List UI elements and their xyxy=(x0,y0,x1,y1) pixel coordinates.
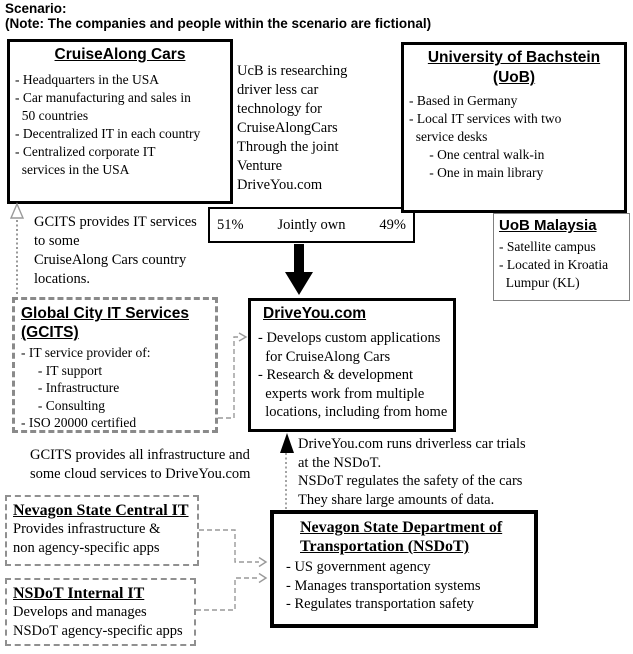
internal-it-details xyxy=(13,603,188,641)
gcits-cruisealong-note xyxy=(34,213,197,289)
text-line: some cloud services to DriveYou.com xyxy=(30,466,251,482)
text-line: Nevagon State Central IT xyxy=(13,502,189,519)
text-line: - Satellite campus xyxy=(499,239,596,254)
text-line: locations. xyxy=(34,271,90,287)
cruisealong-cars-details xyxy=(15,71,225,179)
text-line: driver less car xyxy=(237,82,319,98)
driveyou-details xyxy=(258,329,446,422)
nsdot-to-driveyou-arrow xyxy=(280,433,294,509)
text-line: DriveYou.com xyxy=(263,305,367,322)
text-line: DriveYou.com runs driverless car trials xyxy=(298,436,526,452)
text-line: - Consulting xyxy=(21,397,106,413)
jointly-own-label: Jointly own xyxy=(277,216,346,233)
nsdot-trials-note xyxy=(298,435,526,509)
text-line: - One central walk-in xyxy=(409,147,545,162)
text-line: - Located in Kroatia xyxy=(499,257,609,272)
text-line: GCITS provides all infrastructure and xyxy=(30,447,250,463)
internal-it-box xyxy=(5,578,196,646)
text-line: service desks xyxy=(409,129,488,144)
gcits-details xyxy=(21,344,209,432)
text-line: - Local IT services with two xyxy=(409,111,562,126)
text-line: Lumpur (KL) xyxy=(499,275,580,290)
text-line: - US government agency xyxy=(286,559,431,575)
text-line: - One in main library xyxy=(409,165,544,180)
page-title: Scenario: xyxy=(5,1,67,16)
text-line: UcB is researching xyxy=(237,63,348,79)
text-line: 50 countries xyxy=(15,108,89,123)
text-line: Venture xyxy=(237,158,283,174)
text-line: (GCITS) xyxy=(21,324,79,341)
text-line: NSDoT regulates the safety of the cars xyxy=(298,473,523,489)
page-note: (Note: The companies and people within the scenario are fictional) xyxy=(5,16,432,31)
text-line: CruiseAlong Cars country xyxy=(34,252,187,268)
text-line: Nevagon State Department of xyxy=(300,519,503,536)
text-line: CruiseAlong Cars xyxy=(54,46,186,63)
internal-it-title xyxy=(13,584,188,603)
uob-malaysia-box xyxy=(493,213,630,301)
text-line: for CruiseAlong Cars xyxy=(258,348,391,365)
text-line: DriveYou.com xyxy=(237,177,323,193)
nsdot-box xyxy=(270,510,538,628)
uob-box xyxy=(401,42,627,213)
text-line: GCITS provides IT services xyxy=(34,214,197,230)
text-line: at the NSDoT. xyxy=(298,454,382,471)
text-line: Provides infrastructure & xyxy=(13,521,161,537)
central-it-details xyxy=(13,520,191,558)
gcits-to-cruisealong-arrow xyxy=(11,204,23,294)
text-line: CruiseAlongCars xyxy=(237,120,338,136)
text-line: - Research & development xyxy=(258,367,414,383)
jointly-own-box xyxy=(208,207,415,243)
gcits-driveyou-note xyxy=(30,446,250,484)
ucb-joint-venture-note xyxy=(237,62,347,195)
text-line: (UoB) xyxy=(492,69,536,86)
text-line: locations, including from home xyxy=(258,404,448,420)
text-line: NSDoT Internal IT xyxy=(13,585,145,602)
uob-malaysia-details xyxy=(499,238,624,292)
uob-details xyxy=(409,92,619,182)
cruisealong-cars-title xyxy=(15,45,225,65)
text-line: - Regulates transportation safety xyxy=(286,596,475,612)
text-line: UoB Malaysia xyxy=(499,217,597,234)
text-line: NSDoT agency-specific apps xyxy=(13,623,183,639)
text-line: Global City IT Services xyxy=(21,305,189,322)
text-line: non agency-specific apps xyxy=(13,540,160,556)
text-line: University of Bachstein xyxy=(427,49,601,66)
nsdot-title xyxy=(300,518,526,556)
ownership-arrow xyxy=(285,244,313,295)
ownership-right-percent: 49% xyxy=(379,216,406,233)
gcits-box xyxy=(12,297,218,433)
central-it-box xyxy=(5,495,199,566)
text-line: - Decentralized IT in each country xyxy=(15,126,201,141)
text-line: experts work from multiple xyxy=(258,385,425,402)
text-line: to some xyxy=(34,233,80,249)
text-line: - Develops custom applications xyxy=(258,330,441,346)
text-line: services in the USA xyxy=(15,162,130,177)
text-line: They share large amounts of data. xyxy=(298,491,495,508)
text-line: - Centralized corporate IT xyxy=(15,144,156,159)
central-it-title xyxy=(13,501,191,520)
nsdot-details xyxy=(286,558,526,614)
text-line: technology for xyxy=(237,101,322,117)
text-line: - IT support xyxy=(21,362,103,378)
cruisealong-cars-box xyxy=(7,39,233,204)
text-line: - Based in Germany xyxy=(409,93,518,108)
text-line: Develops and manages xyxy=(13,604,147,620)
gcits-title xyxy=(21,304,209,342)
text-line: - Manages transportation systems xyxy=(286,577,481,594)
text-line: - Infrastructure xyxy=(21,380,120,395)
centralit-to-nsdot-arrow xyxy=(199,530,266,567)
ownership-left-percent: 51% xyxy=(217,216,244,233)
text-line: - IT service provider of: xyxy=(21,345,151,360)
text-line: - Headquarters in the USA xyxy=(15,72,159,87)
internalit-to-nsdot-arrow xyxy=(196,574,266,611)
text-line: - ISO 20000 certified xyxy=(21,415,137,430)
uob-title xyxy=(409,48,619,88)
text-line: - Car manufacturing and sales in xyxy=(15,90,191,105)
text-line: Through the joint xyxy=(237,139,339,155)
driveyou-title xyxy=(258,304,446,324)
gcits-to-driveyou-arrow xyxy=(218,333,246,418)
driveyou-box xyxy=(248,298,456,432)
text-line: Transportation (NSDoT) xyxy=(300,538,470,555)
uob-malaysia-title xyxy=(499,216,624,236)
